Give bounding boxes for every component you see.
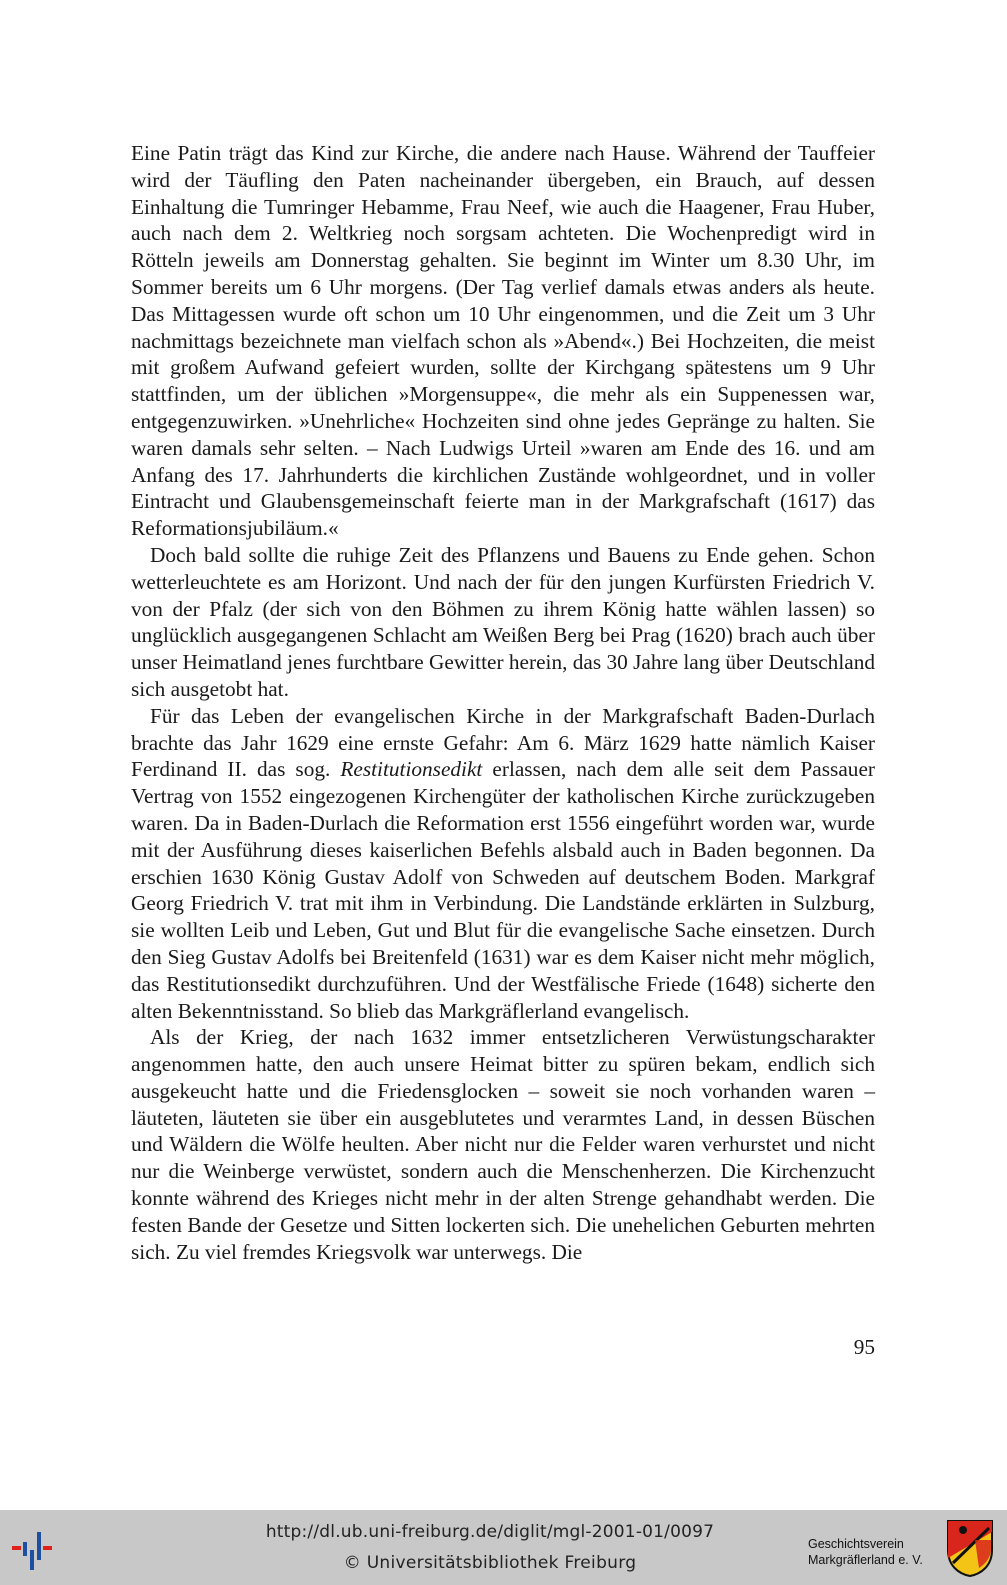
- paragraph-text: erlassen, nach dem alle seit dem Passauer Vertrag von 1552 eingezogenen Kirchengüter der katholischen Kirche zurückzugeben waren. Da in Baden-Durlach die Reformation erst 1556 eingeführt worden war, wurde mit der Ausführung dieses kaiserlichen Befehls alsbald auch in Baden begonnen. Da erschien 1630 König Gustav Adolf von Schweden auf deutschem Boden. Markgraf Georg Friedrich V. trat mit ihm in Verbindung. Die Landstände erklärten in Sulzburg, sie wollten Leib und Leben, Gut und Blut für die evangelische Sache einsetzen. Durch den Sieg Gustav Adolfs bei Breitenfeld (1631) war es dem Kaiser nicht mehr möglich, das Restitutionsedikt durchzuführen. Und der Westfälische Friede (1648) sicherte den alten Bekenntnisstand. So blieb das Markgräflerland evangelisch.: [131, 757, 875, 1023]
- paragraph: Als der Krieg, der nach 1632 immer entsetzlicheren Verwüstungscharakter angenommen hatte, den auch unsere Heimat bitter zu spüren bekam, endlich sich ausgekeucht hatte und die Friedensglocken – soweit sie noch vorhanden waren – läuteten, läuteten sie über ein ausgeblutetes und verarmtes Land, in dessen Büschen und Wäldern die Wölfe heulten. Aber nicht nur die Felder waren verhurstet und nicht nur die Weinberge verwüstet, sondern auch die Menschenherzen. Die Kirchenzucht konnte während des Krieges nicht mehr in der alten Strenge gehandhabt werden. Die festen Bande der Gesetze und Sitten lockerten sich. Die unehelichen Geburten mehrten sich. Zu viel fremdes Kriegsvolk war unterwegs. Die: [131, 1025, 875, 1264]
- society-name[interactable]: [808, 1536, 938, 1568]
- paragraph: [131, 703, 875, 1025]
- italic-term: Restitutionsedikt: [340, 757, 483, 782]
- society-line: Markgräflerland e. V.: [808, 1553, 923, 1567]
- society-line: Geschichtsverein: [808, 1537, 904, 1551]
- paragraph: Eine Patin trägt das Kind zur Kirche, die andere nach Hause. Während der Tauffeier wird der Täufling den Paten nacheinander übergeben, ein Brauch, auf dessen Einhaltung die Tumringer Hebamme, Frau Neef, wie auch die Haagener, Frau Huber, auch nach dem 2. Weltkrieg noch sorgsam achteten. Die Wochenpredigt wird in Rötteln jeweils am Donnerstag gehalten. Sie beginnt im Winter um 8.30 Uhr, im Sommer bereits um 6 Uhr morgens. (Der Tag verlief damals etwas anders als heute. Das Mittagessen wurde oft schon um 10 Uhr eingenommen, und die Zeit um 3 Uhr nachmittags bezeichnete man vielfach schon als »Abend«.) Bei Hochzeiten, die meist mit großem Aufwand gefeiert wurden, sollte der Kirchgang spätestens um 9 Uhr stattfinden, um der üblichen »Morgensuppe«, die mehr als ein Suppenessen war, entgegenzuwirken. »Unehrliche« Hochzeiten sind ohne jedes Gepränge zu halten. Sie waren damals sehr selten. – Nach Ludwigs Urteil »waren am Ende des 16. und am Anfang des 17. Jahrhunderts die kirchlichen Zustände wohlgeordnet, und in voller Eintracht und Glaubensgemeinschaft feierte man in der Markgrafschaft (1617) das Reformationsjubiläum.«: [131, 141, 875, 541]
- paragraph: Doch bald sollte die ruhige Zeit des Pflanzens und Bauens zu Ende gehen. Schon wetterleuchtete es am Horizont. Und nach der für den jungen Kurfürsten Friedrich V. von der Pfalz (der sich von den Böhmen zu ihrem König hatte wählen lassen) so unglücklich ausgegangenen Schlacht am Weißen Berg bei Prag (1620) brach auch über unser Heimatland jenes furchtbare Gewitter herein, das 30 Jahre lang über Deutschland sich ausgetobt hat.: [131, 542, 875, 701]
- copyright-text: © Universitätsbibliothek Freiburg: [343, 1553, 637, 1573]
- paragraph-text: Für das Leben der evangelischen Kirche in der Markgrafschaft Baden-Durlach brachte das Jahr 1629 eine ernste Gefahr: Am 6. März 1629 hatte nämlich Kaiser Ferdinand II. das sog.: [131, 703, 875, 782]
- body-text: [131, 140, 875, 1265]
- footer-bar: [0, 1510, 1007, 1585]
- page-number: 95: [853, 1335, 875, 1359]
- markgraeflerland-crest-icon[interactable]: [945, 1518, 995, 1578]
- ub-freiburg-logo-icon[interactable]: [10, 1528, 66, 1570]
- document-url-link[interactable]: http://dl.ub.uni-freiburg.de/diglit/mgl-2001-01/0097: [265, 1522, 715, 1542]
